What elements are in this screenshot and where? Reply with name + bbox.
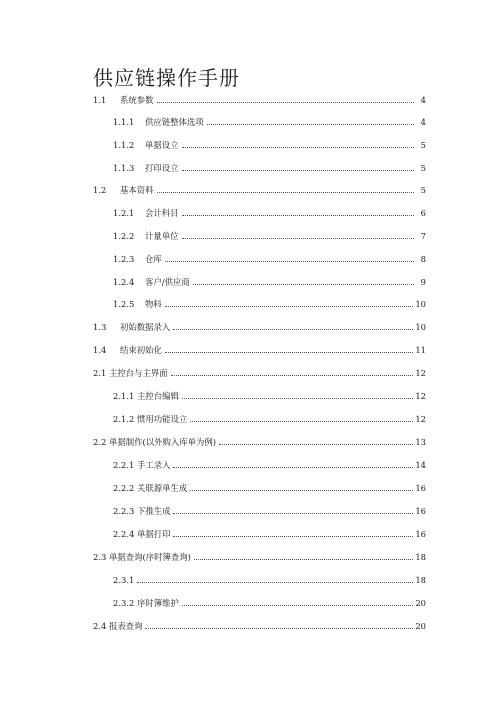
dot-leader (182, 605, 413, 606)
toc-entry-label: 结束初始化 (120, 345, 162, 355)
toc-entry-label: 2.2.3 下推生成 (113, 506, 171, 516)
toc-entry-label: 2.2.2 关联源单生成 (113, 483, 188, 493)
toc-entry-page: 5 (420, 185, 426, 195)
dot-leader (190, 490, 413, 491)
toc-entry-page: 12 (415, 368, 426, 378)
dot-leader (137, 582, 413, 583)
toc-entry[interactable] (0, 138, 500, 152)
toc-entry[interactable] (0, 161, 500, 175)
dot-leader (173, 329, 413, 330)
toc-entry-page: 18 (415, 552, 426, 562)
toc-entry-label: 2.1.1 主控台编辑 (113, 391, 179, 401)
toc-entry-number: 1.3 (93, 322, 107, 332)
toc-entry-number: 1.2.5 (113, 299, 135, 309)
toc-entry-label: 初始数据录入 (120, 322, 171, 332)
toc-entry-page: 20 (415, 598, 426, 608)
toc-entry-page: 10 (415, 322, 426, 332)
toc-entry-page: 9 (420, 277, 426, 287)
dot-leader (165, 352, 413, 353)
dot-leader (157, 192, 415, 193)
toc-entry[interactable] (0, 320, 500, 334)
toc-entry-label: 基本资料 (120, 185, 154, 195)
toc-entry-page: 4 (420, 117, 426, 127)
toc-entry[interactable] (0, 389, 500, 403)
toc-entry[interactable] (0, 275, 500, 289)
dot-leader (182, 238, 415, 239)
toc-entry-label: 2.4 报表查询 (93, 621, 143, 631)
toc-entry-label: 2.3.1 (113, 575, 135, 585)
toc-entry[interactable] (0, 619, 500, 633)
toc-entry-label: 2.1.2 惯用功能设立 (113, 414, 188, 424)
dot-leader (173, 513, 413, 514)
toc-entry-number: 1.1 (93, 95, 107, 105)
toc-entry-page: 16 (415, 506, 426, 516)
toc-entry-number: 1.1.1 (113, 117, 135, 127)
toc-entry-page: 5 (420, 163, 426, 173)
toc-entry-label: 打印设立 (145, 163, 179, 173)
toc-entry-label: 供应链整体选项 (145, 117, 204, 127)
dot-leader (173, 467, 413, 468)
dot-leader (194, 559, 413, 560)
toc-entry-page: 12 (415, 414, 426, 424)
toc-entry[interactable] (0, 573, 500, 587)
toc-entry-page: 13 (415, 437, 426, 447)
dot-leader (171, 375, 414, 376)
toc-entry-label: 2.2.1 手工录入 (113, 460, 171, 470)
toc-entry[interactable] (0, 458, 500, 472)
dot-leader (219, 444, 413, 445)
toc-entry-page: 7 (420, 231, 426, 241)
toc-entry-number: 1.2.1 (113, 208, 135, 218)
toc-entry-page: 20 (415, 621, 426, 631)
toc-entry-number: 1.2 (93, 185, 107, 195)
toc-entry-number: 1.2.3 (113, 254, 135, 264)
toc-entry[interactable] (0, 366, 500, 380)
toc-entry-page: 14 (415, 460, 426, 470)
dot-leader (157, 102, 415, 103)
dot-leader (182, 170, 415, 171)
dot-leader (173, 536, 413, 537)
dot-leader (145, 628, 413, 629)
toc-entry-label: 物料 (145, 299, 162, 309)
dot-leader (193, 284, 414, 285)
toc-entry[interactable] (0, 93, 500, 107)
dot-leader (165, 306, 414, 307)
dot-leader (207, 124, 414, 125)
toc-entry[interactable] (0, 343, 500, 357)
toc-entry-page: 16 (415, 483, 426, 493)
toc-entry-label: 系统参数 (120, 95, 154, 105)
toc-entry-page: 8 (420, 254, 426, 264)
toc-entry[interactable] (0, 527, 500, 541)
toc-entry[interactable] (0, 252, 500, 266)
toc-entry-number: 1.2.4 (113, 277, 135, 287)
toc-entry-number: 1.4 (93, 345, 107, 355)
dot-leader (190, 421, 413, 422)
dot-leader (182, 215, 415, 216)
toc-entry-label: 客户/供应商 (145, 277, 190, 287)
toc-entry[interactable] (0, 229, 500, 243)
toc-entry-page: 6 (420, 208, 426, 218)
toc-entry[interactable] (0, 183, 500, 197)
toc-entry[interactable] (0, 297, 500, 311)
document-title: 供应链操作手册 (93, 66, 240, 90)
dot-leader (165, 261, 414, 262)
toc-entry-page: 10 (415, 299, 426, 309)
toc-entry-page: 5 (420, 140, 426, 150)
toc-entry-label: 2.2.4 单据打印 (113, 529, 171, 539)
dot-leader (182, 147, 415, 148)
toc-entry-page: 4 (420, 95, 426, 105)
toc-entry-number: 1.1.3 (113, 163, 135, 173)
toc-entry-label: 2.3 单据查询(序时簿查询) (93, 552, 191, 562)
toc-entry[interactable] (0, 435, 500, 449)
toc-entry[interactable] (0, 412, 500, 426)
toc-entry-label: 仓库 (145, 254, 162, 264)
toc-entry[interactable] (0, 550, 500, 564)
toc-entry-label: 会计科目 (145, 208, 179, 218)
toc-entry-number: 1.1.2 (113, 140, 135, 150)
toc-entry-page: 12 (415, 391, 426, 401)
toc-entry-label: 单据设立 (145, 140, 179, 150)
toc-entry[interactable] (0, 596, 500, 610)
toc-entry[interactable] (0, 206, 500, 220)
toc-entry-label: 2.3.2 序时簿维护 (113, 598, 179, 608)
toc-entry-page: 11 (415, 345, 426, 355)
toc-entry-label: 2.1 主控台与主界面 (93, 368, 168, 378)
toc-entry[interactable] (0, 504, 500, 518)
toc-entry-number: 1.2.2 (113, 231, 135, 241)
toc-entry-page: 18 (415, 575, 426, 585)
dot-leader (182, 398, 413, 399)
toc-entry-label: 计量单位 (145, 231, 179, 241)
toc-entry-page: 16 (415, 529, 426, 539)
toc-entry[interactable] (0, 481, 500, 495)
toc-entry[interactable] (0, 115, 500, 129)
toc-entry-label: 2.2 单据制作(以外购入库单为例) (93, 437, 217, 447)
